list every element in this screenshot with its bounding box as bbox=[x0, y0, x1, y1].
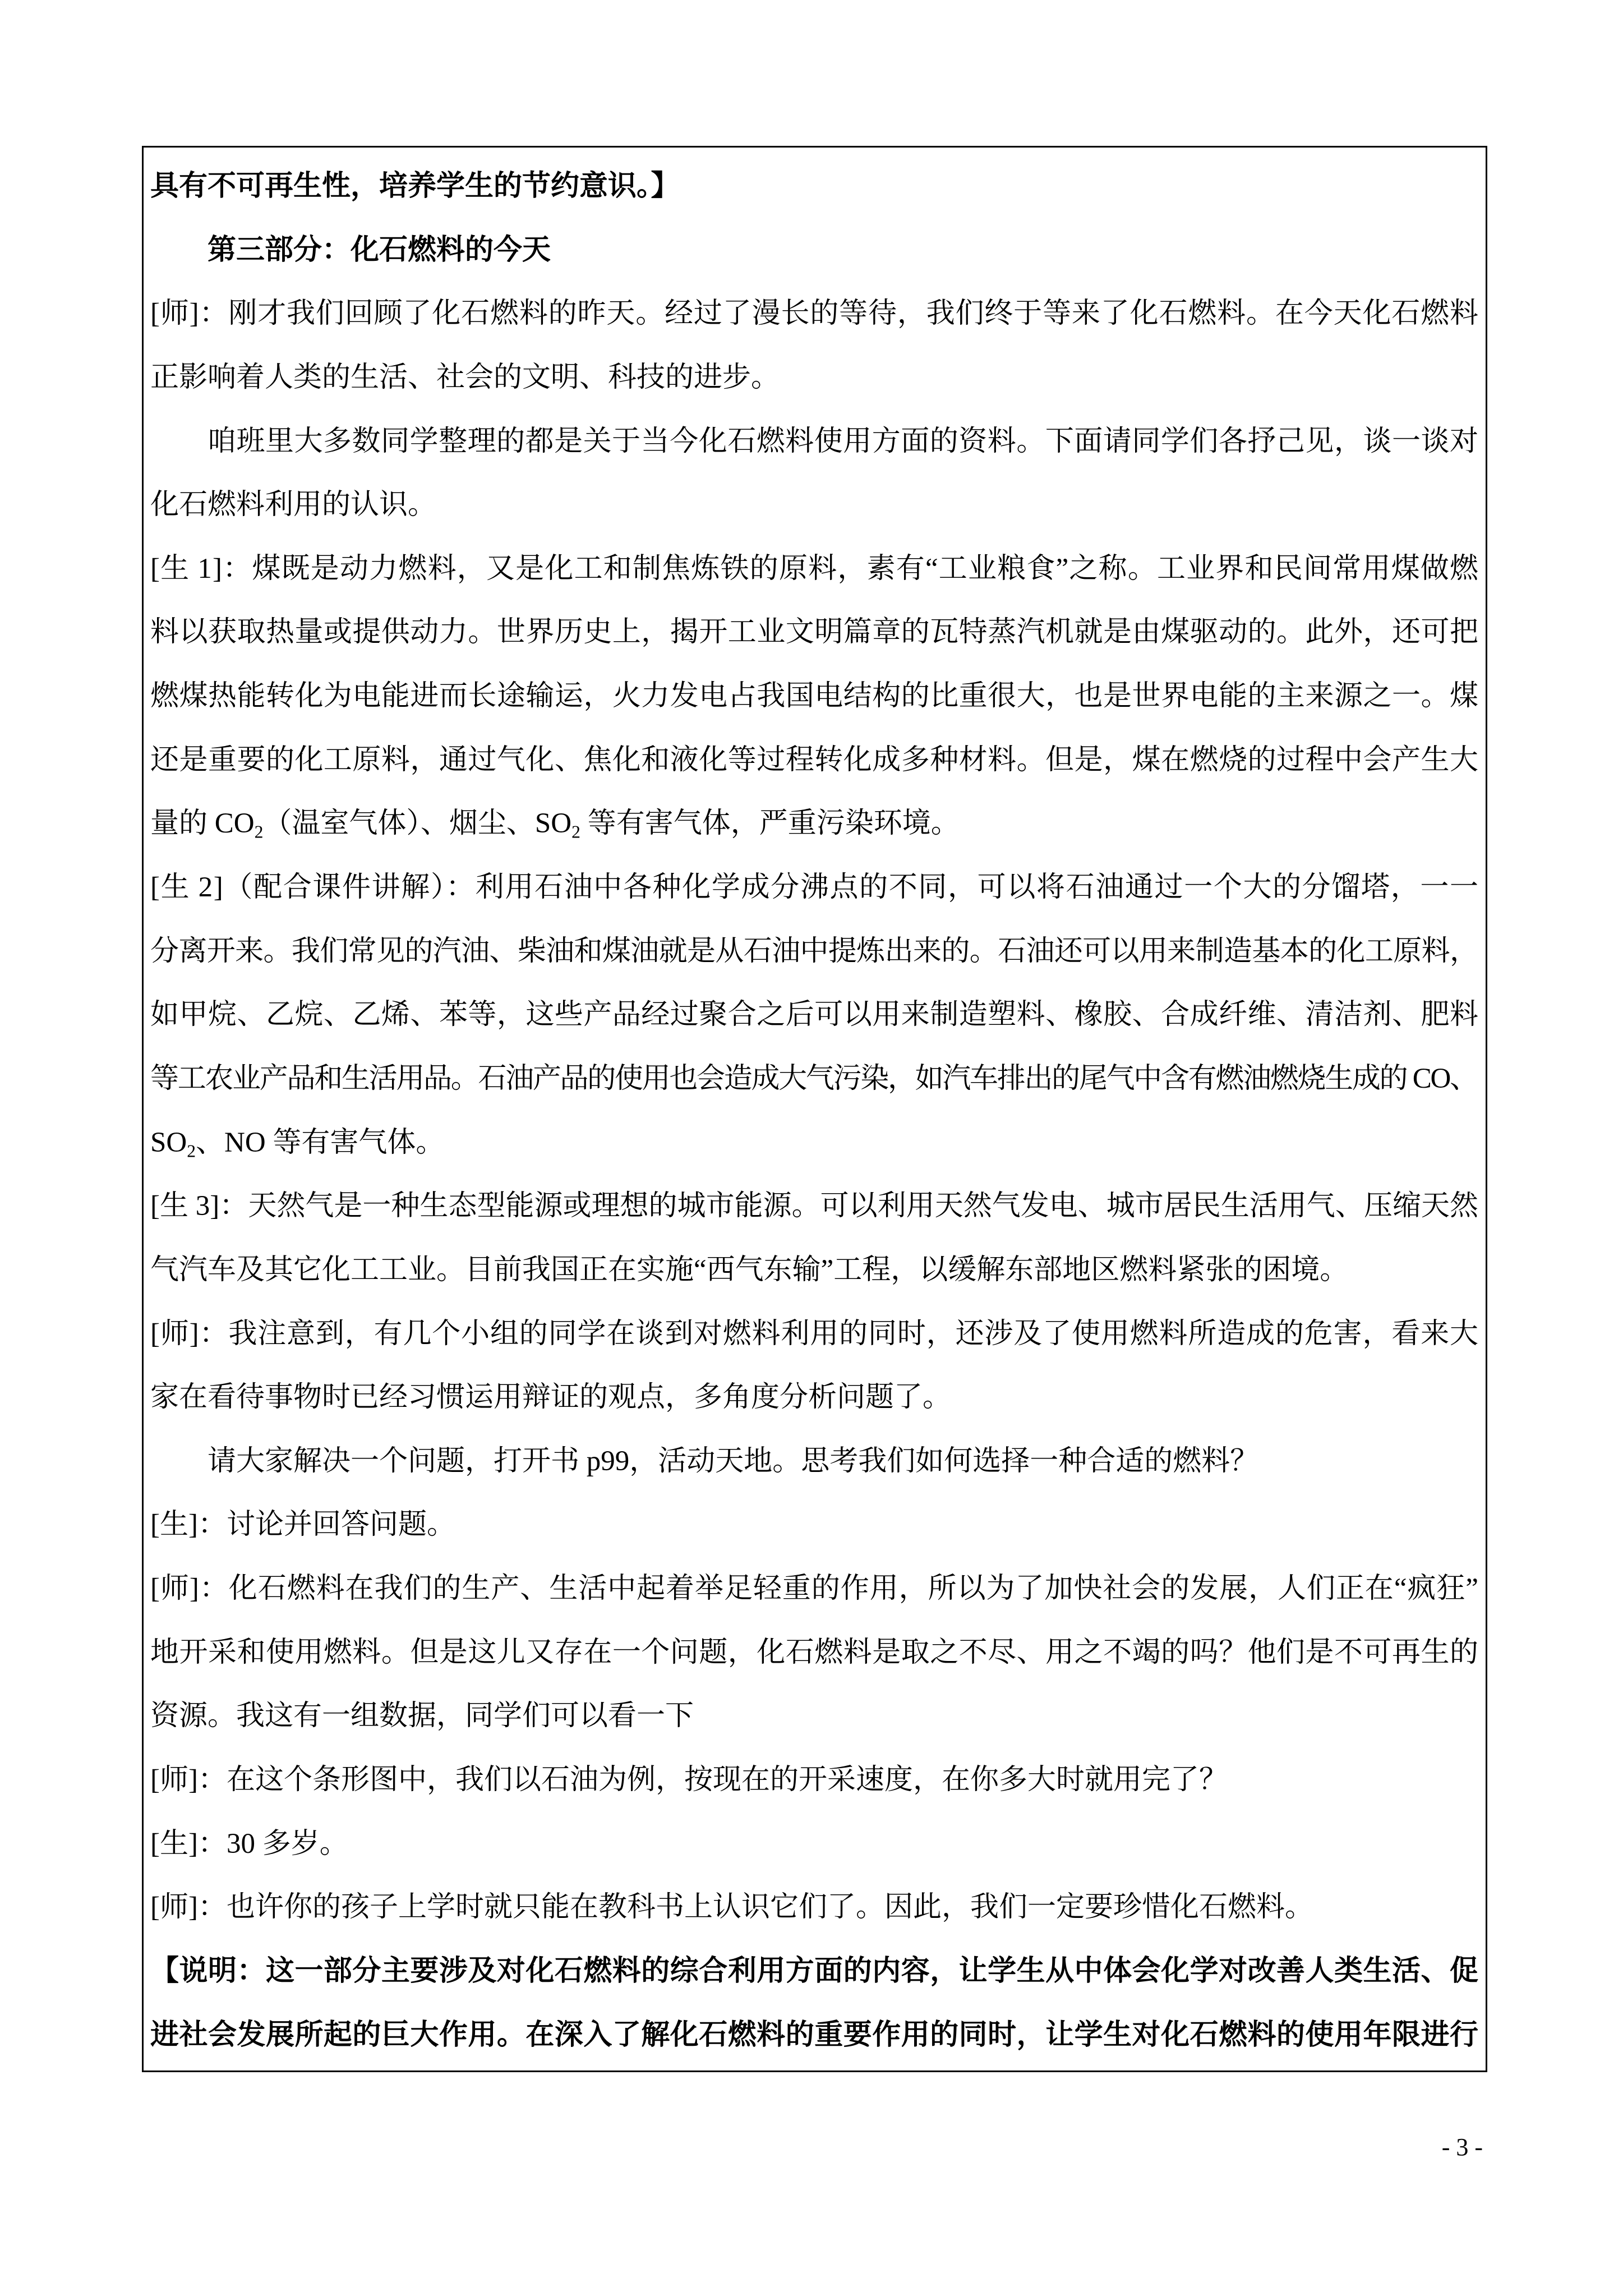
text-line bbox=[150, 729, 1478, 793]
line-text: 家在看待事物时已经习惯运用辩证的观点，多角度分析问题了。 bbox=[150, 1382, 952, 1414]
text-line bbox=[150, 1685, 1478, 1749]
line-content bbox=[150, 1892, 1313, 1923]
subscript: 2 bbox=[571, 822, 580, 842]
line-content bbox=[150, 2019, 1478, 2051]
line-content bbox=[150, 808, 960, 842]
line-content bbox=[150, 936, 1478, 967]
text-line bbox=[150, 155, 1478, 219]
lesson-text-body bbox=[150, 155, 1478, 2067]
line-content bbox=[150, 680, 1478, 712]
text-line bbox=[150, 1876, 1478, 1940]
line-text: [生 2]（配合课件讲解）：利用石油中各种化学成分沸点的不同，可以将石油通过一个大的分馏塔，一一 bbox=[150, 872, 1479, 904]
text-line bbox=[150, 792, 1478, 856]
line-content bbox=[150, 553, 1479, 585]
line-content bbox=[208, 1446, 1258, 1477]
text-line bbox=[150, 983, 1478, 1047]
line-text: 等有害气体，严重污染环境。 bbox=[580, 808, 960, 840]
text-line bbox=[150, 856, 1478, 920]
line-content bbox=[150, 1318, 1479, 1350]
line-content bbox=[150, 1828, 348, 1860]
line-text: 分离开来。我们常见的汽油、柴油和煤油就是从石油中提炼出来的。石油还可以用来制造基本的化工原料， bbox=[150, 935, 1478, 967]
note-line bbox=[150, 1940, 1478, 2004]
subscript: 2 bbox=[254, 822, 264, 842]
text-line bbox=[150, 1111, 1478, 1175]
line-content bbox=[150, 999, 1478, 1030]
line-content bbox=[208, 234, 551, 266]
line-text: [生 1]：煤既是动力燃料，又是化工和制焦炼铁的原料，素有“工业粮食”之称。工业界和民间常用煤做燃 bbox=[150, 553, 1479, 585]
line-content bbox=[150, 1573, 1479, 1604]
line-content bbox=[208, 426, 1479, 457]
subscript: 2 bbox=[187, 1141, 196, 1161]
line-text: 请大家解决一个问题，打开书 p99，活动天地。思考我们如何选择一种合适的燃料？ bbox=[208, 1445, 1259, 1477]
line-content bbox=[150, 171, 680, 202]
line-content bbox=[150, 1063, 1477, 1094]
line-text: [师]：我注意到，有几个小组的同学在谈到对燃料利用的同时，还涉及了使用燃料所造成的危害，看来大 bbox=[150, 1318, 1479, 1350]
text-line bbox=[150, 1812, 1478, 1876]
text-line bbox=[150, 1430, 1478, 1494]
text-line bbox=[150, 346, 1478, 410]
text-line bbox=[150, 920, 1478, 984]
line-content bbox=[150, 1382, 951, 1413]
line-text: [师]：也许你的孩子上学时就只能在教科书上认识它们了。因此，我们一定要珍惜化石燃料。 bbox=[150, 1892, 1313, 1924]
line-content bbox=[150, 1126, 445, 1161]
line-content bbox=[150, 1190, 1478, 1222]
line-content bbox=[150, 744, 1478, 776]
line-content bbox=[150, 298, 1479, 329]
text-line bbox=[150, 1303, 1478, 1366]
line-text: 如甲烷、乙烷、乙烯、苯等，这些产品经过聚合之后可以用来制造塑料、橡胶、合成纤维、清洁剂、肥料 bbox=[150, 999, 1479, 1031]
line-content bbox=[150, 489, 436, 521]
line-text: 料以获取热量或提供动力。世界历史上，揭开工业文明篇章的瓦特蒸汽机就是由煤驱动的。此外，还可把 bbox=[150, 616, 1479, 648]
text-line bbox=[150, 1175, 1478, 1239]
page-number: - 3 - bbox=[1441, 2133, 1483, 2161]
text-line bbox=[150, 1749, 1478, 1812]
line-text: 化石燃料利用的认识。 bbox=[150, 489, 437, 521]
text-line bbox=[150, 473, 1478, 537]
line-text: SO bbox=[150, 1126, 187, 1158]
note-line bbox=[150, 2004, 1478, 2068]
line-content bbox=[150, 616, 1478, 648]
line-text: 第三部分：化石燃料的今天 bbox=[208, 234, 551, 266]
line-text: [生]：讨论并回答问题。 bbox=[150, 1509, 455, 1541]
line-text: [师]：化石燃料在我们的生产、生活中起着举足轻重的作用，所以为了加快社会的发展，人们正在“疯狂” bbox=[150, 1573, 1479, 1605]
text-line bbox=[150, 282, 1478, 346]
line-text: 量的 CO bbox=[150, 808, 255, 840]
line-content bbox=[150, 872, 1479, 903]
line-content bbox=[150, 1637, 1478, 1668]
line-text: 咱班里大多数同学整理的都是关于当今化石燃料使用方面的资料。下面请同学们各抒己见，谈一谈对 bbox=[208, 425, 1479, 457]
line-text: 具有不可再生性，培养学生的节约意识。】 bbox=[150, 171, 680, 202]
text-line bbox=[150, 410, 1478, 474]
line-text: 气汽车及其它化工工业。目前我国正在实施“西气东输”工程，以缓解东部地区燃料紧张的困境。 bbox=[150, 1254, 1349, 1286]
line-text: 进社会发展所起的巨大作用。在深入了解化石燃料的重要作用的同时，让学生对化石燃料的使用年限进行 bbox=[150, 2019, 1479, 2051]
line-text: 【说明：这一部分主要涉及对化石燃料的综合利用方面的内容，让学生从中体会化学对改善人类生活、促 bbox=[150, 1955, 1479, 1987]
text-line bbox=[150, 1239, 1478, 1303]
line-text: （温室气体）、烟尘、SO bbox=[263, 808, 572, 840]
line-text: [师]：刚才我们回顾了化石燃料的昨天。经过了漫长的等待，我们终于等来了化石燃料。在今天化石燃料 bbox=[150, 298, 1479, 330]
line-text: [生]：30 多岁。 bbox=[150, 1828, 348, 1860]
line-content bbox=[150, 362, 780, 393]
line-text: [生 3]：天然气是一种生态型能源或理想的城市能源。可以利用天然气发电、城市居民生活用气、压缩天然 bbox=[150, 1190, 1479, 1222]
text-line bbox=[150, 601, 1478, 665]
line-text: 资源。我这有一组数据，同学们可以看一下 bbox=[150, 1700, 694, 1732]
line-text: 地开采和使用燃料。但是这儿又存在一个问题，化石燃料是取之不尽、用之不竭的吗？他们是不可再生的 bbox=[150, 1636, 1479, 1668]
line-content bbox=[150, 1764, 1228, 1796]
line-content bbox=[150, 1700, 694, 1732]
text-line bbox=[150, 665, 1478, 729]
line-content bbox=[150, 1254, 1348, 1286]
text-line bbox=[150, 1557, 1478, 1621]
line-text: 燃煤热能转化为电能进而长途输运，火力发电占我国电结构的比重很大，也是世界电能的主来源之一。煤 bbox=[150, 680, 1479, 712]
line-text: 还是重要的化工原料，通过气化、焦化和液化等过程转化成多种材料。但是，煤在燃烧的过程中会产生大 bbox=[150, 744, 1479, 776]
line-text: 正影响着人类的生活、社会的文明、科技的进步。 bbox=[150, 361, 780, 393]
line-text: 、NO 等有害气体。 bbox=[196, 1126, 445, 1158]
line-text: [师]：在这个条形图中，我们以石油为例，按现在的开采速度，在你多大时就用完了？ bbox=[150, 1764, 1228, 1796]
text-line bbox=[150, 1047, 1478, 1111]
line-content bbox=[150, 1509, 455, 1540]
text-line bbox=[150, 537, 1478, 601]
section-heading bbox=[150, 219, 1478, 283]
text-line bbox=[150, 1493, 1478, 1557]
text-line bbox=[150, 1366, 1478, 1430]
line-content bbox=[150, 1955, 1478, 1987]
line-text: 等工农业产品和生活用品。石油产品的使用也会造成大气污染，如汽车排出的尾气中含有燃油燃烧生成的 CO、 bbox=[150, 1062, 1477, 1094]
text-line bbox=[150, 1621, 1478, 1685]
